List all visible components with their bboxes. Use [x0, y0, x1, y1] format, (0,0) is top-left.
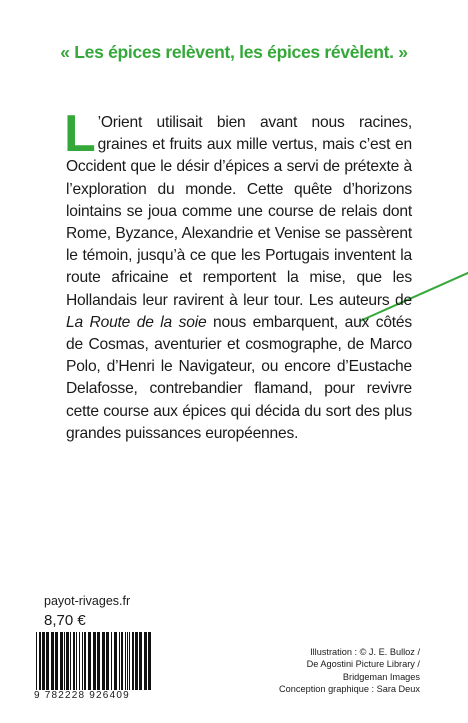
drop-cap-letter: L — [64, 105, 96, 163]
isbn-number: 9 782228 926409 — [34, 690, 154, 702]
blurb-text-part-1: ’Orient utilisait bien avant nous racines, graines et fruits aux mille vertus, mais c’est en Occident que le désir d’épices a servi de prétexte à l’exploration du monde. Cette quête d’horizons lointains se joua comme une course de relais dont Rome, Byzance, Alexandrie et Venise se passèrent le témoin, jusqu’à ce que les Portugais inventent la route africaine et remportent la mise, que les Hollandais leur ravirent à leur tour. Les auteurs de — [66, 114, 412, 309]
publisher-website[interactable]: payot-rivages.fr — [44, 594, 131, 608]
tagline-quote: « Les épices relèvent, les épices révèlent. » — [60, 42, 408, 62]
credit-line-illustration: Illustration : © J. E. Bulloz / — [310, 647, 420, 657]
book-title-reference: La Route de la soie — [66, 313, 207, 331]
credit-line-design: Conception graphique : Sara Deux — [279, 683, 420, 694]
credit-line-library: De Agostini Picture Library / — [306, 659, 420, 670]
image-credits — [220, 646, 420, 695]
price-label: 8,70 € — [44, 612, 86, 629]
blurb-text-part-2: nous embarquent, aux côtés de Cosmas, aventurier et cosmographe, de Marco Polo, d’Henri le Navigateur, ou encore d’Eustache Delafosse, contrebandier flamand, pour revivre cette course aux épices qui décida du sort des plus grandes puissances européennes. — [66, 313, 413, 442]
credit-line-bridgeman: Bridgeman Images — [342, 671, 420, 682]
back-cover-blurb — [64, 105, 413, 445]
